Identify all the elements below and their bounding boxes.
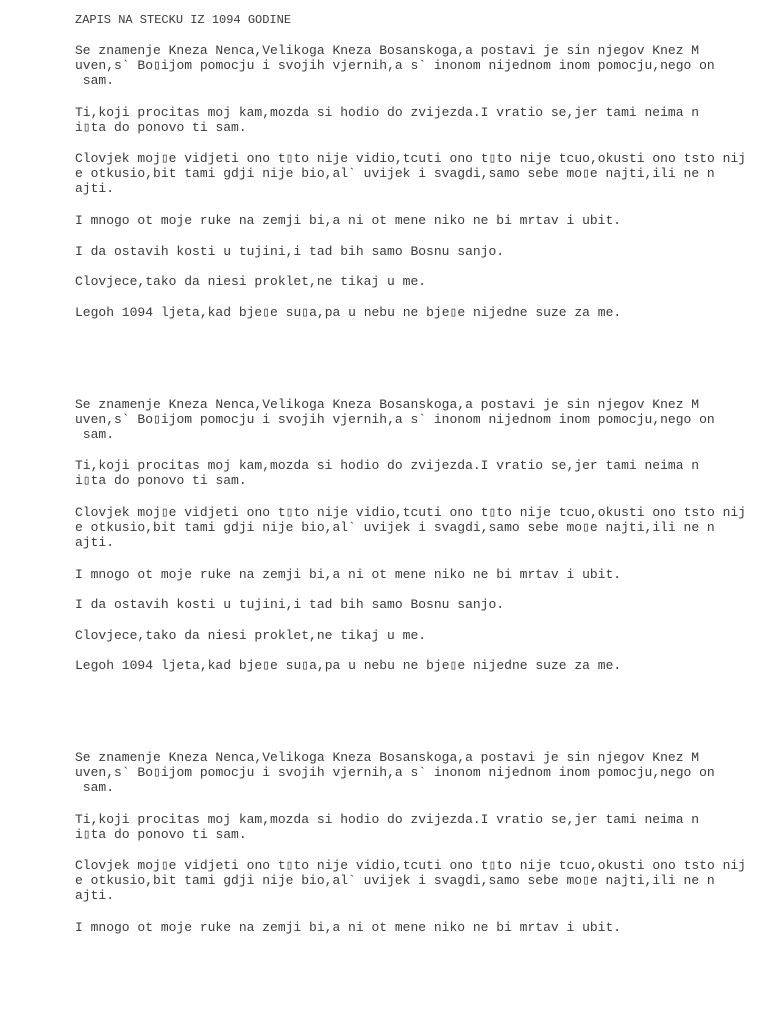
paragraph-bones: I da ostavih kosti u tujini,i tad bih samo Bosnu sanjo. — [75, 244, 505, 259]
paragraph-reader: Ti,koji procitas moj kam,mozda si hodio do zvijezda.I vratio se,jer tami neima n i▯ta do ponovo ti sam. — [75, 458, 700, 488]
paragraph-hand: I mnogo ot moje ruke na zemji bi,a ni ot mene niko ne bi mrtav i ubit. — [75, 920, 622, 935]
paragraph-dedication: Se znamenje Kneza Nenca,Velikoga Kneza Bosanskoga,a postavi je sin njegov Knez M uven,s` Bo▯ijom pomocju i svojih vjernih,a s` inonom nijednom inom pomocju,nego on sam. — [75, 43, 715, 88]
paragraph-dedication: Se znamenje Kneza Nenca,Velikoga Kneza Bosanskoga,a postavi je sin njegov Knez M uven,s` Bo▯ijom pomocju i svojih vjernih,a s` inonom nijednom inom pomocju,nego on sam. — [75, 397, 715, 442]
paragraph-lay: Legoh 1094 ljeta,kad bje▯e su▯a,pa u nebu ne bje▯e nijedne suze za me. — [75, 305, 622, 320]
paragraph-curse: Clovjece,tako da niesi proklet,ne tikaj u me. — [75, 274, 427, 289]
paragraph-dedication: Se znamenje Kneza Nenca,Velikoga Kneza Bosanskoga,a postavi je sin njegov Knez M uven,s` Bo▯ijom pomocju i svojih vjernih,a s` inonom nijednom inom pomocju,nego on sam. — [75, 750, 715, 795]
paragraph-man: Clovjek moj▯e vidjeti ono t▯to nije vidio,tcuti ono t▯to nije tcuo,okusti ono tsto nij e otkusio,bit tami gdji nije bio,al` uvijek i svagdi,samo sebe mo▯e najti,ili ne n ajti. — [75, 858, 746, 903]
paragraph-curse: Clovjece,tako da niesi proklet,ne tikaj u me. — [75, 628, 427, 643]
paragraph-hand: I mnogo ot moje ruke na zemji bi,a ni ot mene niko ne bi mrtav i ubit. — [75, 567, 622, 582]
paragraph-reader: Ti,koji procitas moj kam,mozda si hodio do zvijezda.I vratio se,jer tami neima n i▯ta do ponovo ti sam. — [75, 812, 700, 842]
paragraph-hand: I mnogo ot moje ruke na zemji bi,a ni ot mene niko ne bi mrtav i ubit. — [75, 213, 622, 228]
paragraph-reader: Ti,koji procitas moj kam,mozda si hodio do zvijezda.I vratio se,jer tami neima n i▯ta do ponovo ti sam. — [75, 105, 700, 135]
paragraph-lay: Legoh 1094 ljeta,kad bje▯e su▯a,pa u nebu ne bje▯e nijedne suze za me. — [75, 658, 622, 673]
paragraph-bones: I da ostavih kosti u tujini,i tad bih samo Bosnu sanjo. — [75, 597, 505, 612]
document-title: ZAPIS NA STECKU IZ 1094 GODINE — [75, 13, 292, 27]
paragraph-man: Clovjek moj▯e vidjeti ono t▯to nije vidio,tcuti ono t▯to nije tcuo,okusti ono tsto nij e otkusio,bit tami gdji nije bio,al` uvijek i svagdi,samo sebe mo▯e najti,ili ne n ajti. — [75, 505, 746, 550]
paragraph-man: Clovjek moj▯e vidjeti ono t▯to nije vidio,tcuti ono t▯to nije tcuo,okusti ono tsto nij e otkusio,bit tami gdji nije bio,al` uvijek i svagdi,samo sebe mo▯e najti,ili ne n ajti. — [75, 151, 746, 196]
